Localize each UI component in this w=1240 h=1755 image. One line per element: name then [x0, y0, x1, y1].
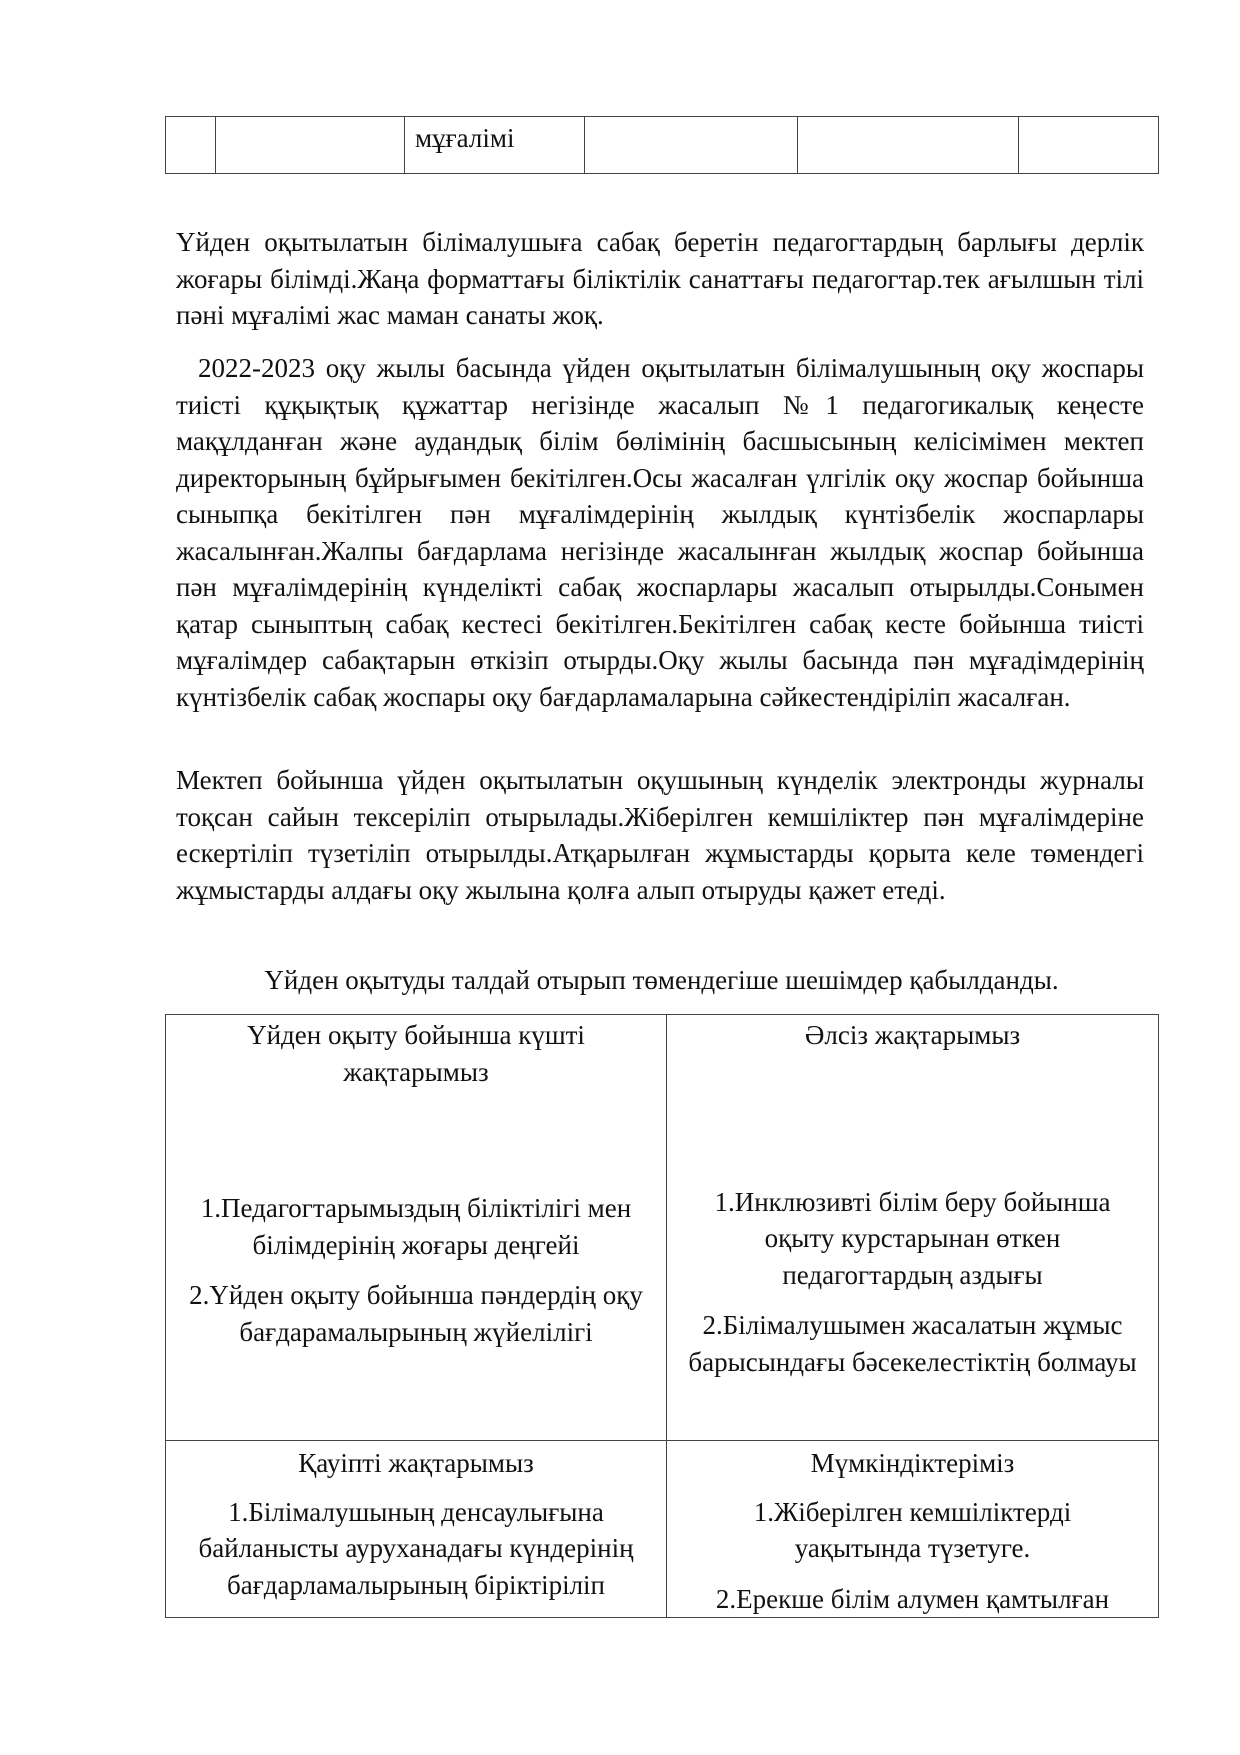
- paragraph-teachers: Үйден оқытылатын білімалушыға сабақ беретін педагогтардың барлығы дерлік жоғары білімді.Жаңа форматтағы біліктілік санаттағы педагогтар.тек ағылшын тілі пәні мұғалімі жас маман санаты жоқ.: [176, 227, 1144, 330]
- swot-caption: Үйден оқытуды талдай отырып төмендегіше шешімдер қабылданды.: [264, 965, 1059, 995]
- strength-item: 1.Педагогтарымыздың біліктілігі мен білімдерінің жоғары деңгейі: [200, 1193, 632, 1260]
- strengths-cell: [166, 1015, 667, 1441]
- threats-title: Қауіпті жақтарымыз: [298, 1448, 534, 1478]
- table-cell: [798, 117, 1019, 174]
- threats-cell: [166, 1441, 667, 1618]
- strengths-title: Үйден оқыту бойынша күшті жақтарымыз: [247, 1020, 585, 1087]
- opportunities-title: Мүмкіндіктеріміз: [810, 1448, 1015, 1478]
- table-row: [166, 1015, 1159, 1441]
- weaknesses-cell: [667, 1015, 1159, 1441]
- table-cell: [585, 117, 798, 174]
- table-cell: [166, 117, 216, 174]
- opportunity-item: 2.Ерекше білім алумен қамтылған: [715, 1583, 1110, 1614]
- paragraph-curriculum: 2022-2023 оқу жылы басында үйден оқытылатын білімалушының оқу жоспары тиісті құқықтық құжаттар негізінде жасалып №1 педагогикалық кеңесте мақұлданған және аудандық білім бөлімінің басшысының келісімімен мектеп директорының бұйрығымен бекітілген.Осы жасалған үлгілік оқу жоспар бойынша сыныпқа бекітілген пән мұғалімдерінің жылдық күнтізбелік жоспарлары жасалынған.Жалпы бағдарлама негізінде жасалынған жылдық жоспар бойынша пән мұғалімдерінің күнделікті сабақ жоспарлары жасалып отырылды.Сонымен қатар сыныптың сабақ кестесі бекітілген.Бекітілген сабақ кесте бойынша тиісті мұғалімдер сабақтарын өткізіп отырды.Оқу жылы басында пән мұғадімдерінің күнтізбелік сабақ жоспары оқу бағдарламаларына сәйкестендіріліп жасалған.: [176, 353, 1144, 712]
- continuation-table: [165, 116, 1159, 174]
- weakness-item: 2.Білімалушымен жасалатын жұмыс барысындағы бәсекелестіктің болмауы: [688, 1310, 1137, 1377]
- table-row: [166, 117, 1159, 174]
- table-cell: мұғалімі: [405, 117, 585, 174]
- paragraph-journal: Мектеп бойынша үйден оқытылатын оқушының күнделік электронды журналы тоқсан сайын тексеріліп отырылады.Жіберілген кемшіліктер пән мұғалімдеріне ескертіліп түзетіліп отырылды.Атқарылған жұмыстарды қорыта келе төмендегі жұмыстарды алдағы оқу жылына қолға алып отыруды қажет етеді.: [176, 765, 1144, 905]
- table-cell: [216, 117, 405, 174]
- opportunity-item: 1.Жіберілген кемшіліктерді уақытында түзетуге.: [753, 1496, 1072, 1563]
- table-row: [166, 1441, 1159, 1618]
- weakness-item: 1.Инклюзивті білім беру бойынша оқыту курстарынан өткен педагогтардың аздығы: [714, 1186, 1111, 1290]
- strength-item: 2.Үйден оқыту бойынша пәндердің оқу бағдарамалырының жүйелілігі: [189, 1280, 643, 1347]
- opportunities-cell: [667, 1441, 1159, 1618]
- table-cell: [1019, 117, 1159, 174]
- threat-item: 1.Білімалушының денсаулығына байланысты ауруханадағы күндерінің бағдарламалырының біріктіріліп: [198, 1496, 634, 1600]
- weaknesses-title: Әлсіз жақтарымыз: [804, 1020, 1021, 1050]
- swot-table: [165, 1014, 1159, 1618]
